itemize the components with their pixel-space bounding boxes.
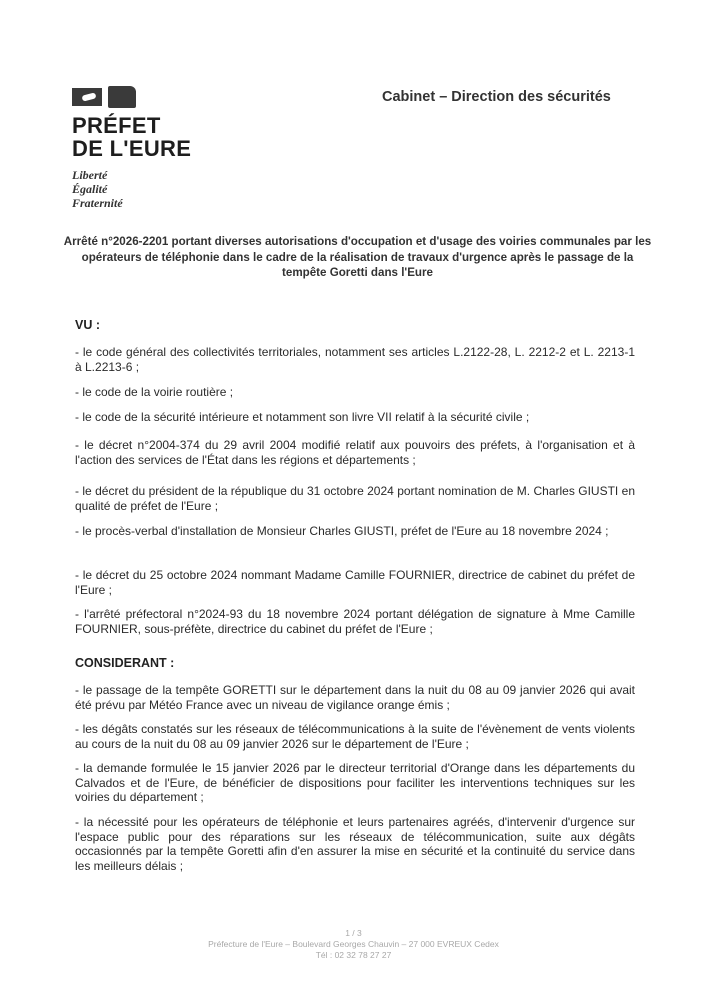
page-number: 1 / 3 xyxy=(345,928,362,938)
prefet-line-1: PRÉFET xyxy=(72,113,161,138)
republic-motto xyxy=(72,168,232,210)
considerant-item: - le passage de la tempête GORETTI sur le département dans la nuit du 08 au 09 janvier 2026 qui avait été prévu par Météo France avec un niveau de vigilance orange émis ; xyxy=(75,683,635,712)
department-heading: Cabinet – Direction des sécurités xyxy=(382,89,611,105)
vu-item: - le décret n°2004-374 du 29 avril 2004 modifié relatif aux pouvoirs des préfets, à l'organisation et à l'action des services de l'État dans les régions et départements ; xyxy=(75,438,635,467)
footer-address: Préfecture de l'Eure – Boulevard Georges Chauvin – 27 000 EVREUX Cedex xyxy=(208,939,499,949)
prefecture-logo xyxy=(72,86,232,210)
considerant-item: - la nécessité pour les opérateurs de téléphonie et leurs partenaires agréés, d'intervenir d'urgence sur l'espace public pour des réparations sur les réseaux de télécommunication, suite aux dégâts occasionnés par la tempête Goretti afin d'en assurer la mise en sécurité et la continuité du service dans les meilleurs délais ; xyxy=(75,815,635,873)
vu-item: - le code de la sécurité intérieure et notamment son livre VII relatif à la sécurité civile ; xyxy=(75,410,530,424)
vu-item: - le décret du 25 octobre 2024 nommant Madame Camille FOURNIER, directrice de cabinet du préfet de l'Eure ; xyxy=(75,568,635,597)
footer-phone: Tél : 02 32 78 27 27 xyxy=(315,950,392,960)
motto-egalite: Égalité xyxy=(72,182,108,196)
vu-item: - le code général des collectivités territoriales, notamment ses articles L.2122-28, L. 2212-2 et L. 2213-1 à L.2213-6 ; xyxy=(75,345,635,374)
motto-fraternite: Fraternité xyxy=(72,196,123,210)
vu-heading: VU : xyxy=(75,318,100,332)
motto-liberte: Liberté xyxy=(72,168,108,182)
considerant-heading: CONSIDERANT : xyxy=(75,656,175,670)
marianne-logo-icon xyxy=(72,86,138,108)
vu-item: - le code de la voirie routière ; xyxy=(75,385,234,399)
considerant-item: - les dégâts constatés sur les réseaux de télécommunications à la suite de l'évènement de vents violents au cours de la nuit du 08 au 09 janvier 2026 sur le département de l'Eure ; xyxy=(75,722,635,751)
considerant-item: - la demande formulée le 15 janvier 2026 par le directeur territorial d'Orange dans les départements du Calvados et de l'Eure, de bénéficier de dispositions pour faciliter les interventions techniques sur les voiries du département ; xyxy=(75,761,635,804)
vu-item: - le procès-verbal d'installation de Monsieur Charles GIUSTI, préfet de l'Eure au 18 novembre 2024 ; xyxy=(75,524,609,538)
decree-title: Arrêté n°2026-2201 portant diverses autorisations d'occupation et d'usage des voiries communales par les opérateurs de téléphonie dans le cadre de la réalisation de travaux d'urgence après le passage de la tempête Goretti dans l'Eure xyxy=(63,235,652,279)
vu-item: - l'arrêté préfectoral n°2024-93 du 18 novembre 2024 portant délégation de signature à Mme Camille FOURNIER, sous-préfète, directrice du cabinet du préfet de l'Eure ; xyxy=(75,607,635,636)
prefet-name xyxy=(72,114,232,160)
vu-item: - le décret du président de la république du 31 octobre 2024 portant nomination de M. Charles GIUSTI en qualité de préfet de l'Eure ; xyxy=(75,484,635,513)
prefet-line-2: DE L'EURE xyxy=(72,136,192,161)
